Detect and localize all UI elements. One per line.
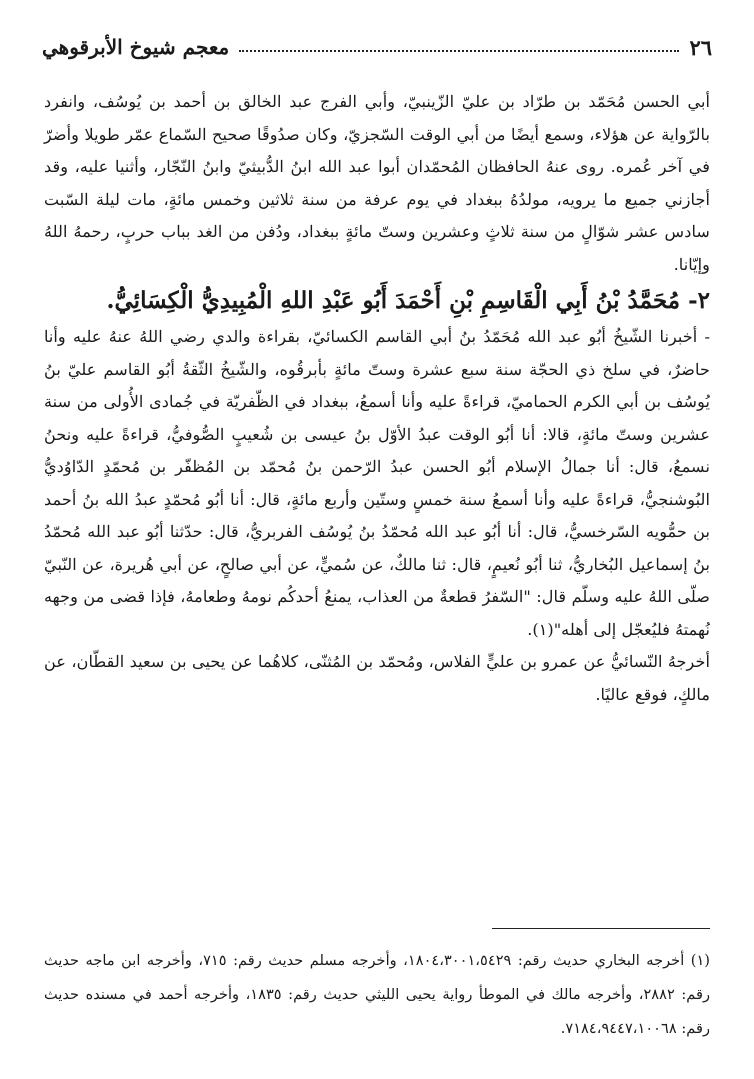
paragraph-biography: أبي الحسن مُحَمّد بن طرّاد بن عليّ الزّينبيّ، وأبي الفرج عبد الخالق بن أحمد بن يُوسُف، وانفرد بالرّواية عن هؤلاء، وسمع أيضًا من أبي الوقت السّجزيّ، وكان صدُوقًا صحيح السّماع عمّر طويلا وأضرّ في آخر عُمره. روى عنهُ الحافظان المُحمّدان أبوا عبد الله ابنُ الدُّبيثيّ وابنُ النّجّار، وأثنيا عليه، وقد أجازني جميع ما يرويه، مولدُهُ ببغداد في يوم عرفة من سنة ثلاثين وخمس مائةٍ، مات ليلة السّبت سادس عشر شوّالٍ من سنة ثلاثٍ وعشرين وستّ مائةٍ ببغداد، ودُفن من الغد بباب حربٍ، رحمهُ اللهُ وإيّانا. — [44, 92, 710, 274]
page-number: ٢٦ — [689, 34, 712, 60]
header-dotted-leader — [239, 50, 679, 52]
footnote-separator — [492, 928, 710, 929]
paragraph-takhrij: أخرجهُ النّسائيُّ عن عمرو بن عليٍّ الفلاس، ومُحمّد بن المُثنّى، كلاهُما عن يحيى بن سعيد القطّان، عن مالكٍ، فوقع عاليًا. — [44, 652, 710, 704]
entry-heading: ٢- مُحَمَّدُ بْنُ أَبِي الْقَاسِمِ بْنِ أَحْمَدَ أَبُو عَبْدِ اللهِ الْمُبِيدِيُّ الْكِسَائِيُّ. — [106, 287, 710, 314]
running-header — [42, 30, 712, 64]
footnote-1: (١) أخرجه البخاري حديث رقم: ١٨٠٤،٣٠٠١،٥٤٢٩، وأخرجه مسلم حديث رقم: ٧١٥، وأخرجه ابن ماجه حديث رقم: ٢٨٨٢، وأخرجه مالك في الموطأ رواية يحيى الليثي حديث رقم: ١٨٣٥، وأخرجه أحمد في مسنده حديث رقم: ٧١٨٤،٩٤٤٧،١٠٠٦٨. — [44, 952, 710, 1037]
main-text — [44, 86, 710, 711]
paragraph-hadith-chain: - أخبرنا الشّيخُ أبُو عبد الله مُحَمّدُ بنُ أبي القاسم الكسائيّ، بقراءة والدي رضي اللهُ عنهُ عليه وأنا حاضرٌ، في سلخ ذي الحجّة سنة سبع عشرة وستّ مائةٍ بأبرقُوه، والشّيخُ الثّقةُ أبُو القاسم عليّ بنُ يُوسُف بن أبي الكرم الحماميّ، قراءةً عليه وأنا أسمعُ، ببغداد في الظّفريّة في جُمادى الأُولى من سنة عشرين وستّ مائةٍ، قالا: أنا أبُو الوقت عبدُ الأوّل بنُ عيسى بن شُعيبٍ الصُّوفيُّ، قراءةً عليه ونحنُ نسمعُ، قال: أنا جمالُ الإسلام أبُو الحسن عبدُ الرّحمن بنُ مُحمّد بن المُظفّر بن مُحمّدٍ الدّاوُديُّ البُوشنجيُّ، قراءةً عليه وأنا أسمعُ سنة خمسٍ وستّين وأربع مائةٍ، قال: أنا أبُو مُحمّدٍ عبدُ الله بنُ أحمد بن حمُّويه السّرخسيُّ، قال: أنا أبُو عبد الله مُحمّدُ بنُ يُوسُف الفربريُّ، قال: حدّثنا أبُو عبد الله مُحمّدُ بنُ إسماعيل البُخاريُّ، ثنا أبُو نُعيمٍ، قال: ثنا مالكٌ، عن سُميٍّ، عن أبي صالحٍ، عن أبي هُريرة، عن النّبيّ صلّى اللهُ عليه وسلّم قال: "السّفرُ قطعةٌ من العذاب، يمنعُ أحدكُم نومهُ وطعامهُ، فإذا قضى من وجهه نُهمتهُ فليُعجّل إلى أهله"(١). — [44, 327, 710, 639]
footnote-section — [44, 944, 710, 1046]
book-title: معجم شيوخ الأبرقوهي — [42, 35, 230, 59]
